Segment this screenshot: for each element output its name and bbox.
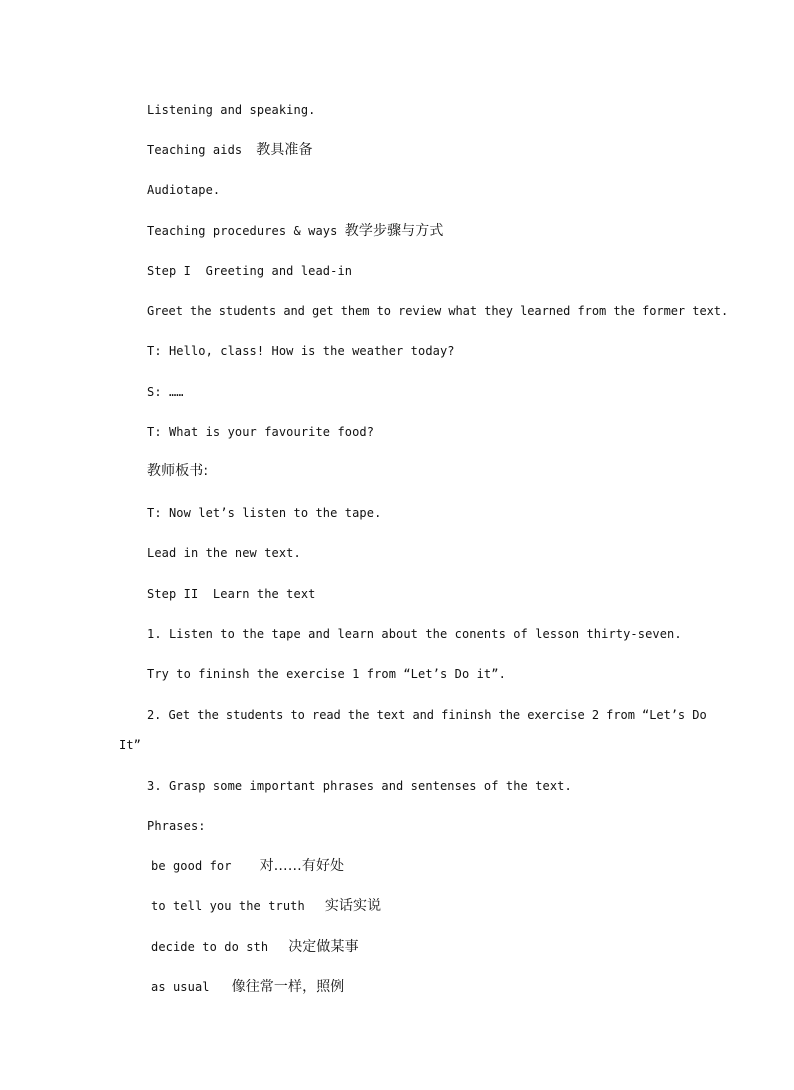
phrase-en: be good for bbox=[151, 859, 232, 873]
phrase-item bbox=[151, 939, 359, 955]
phrase-en: as usual bbox=[151, 980, 210, 994]
text-line-item-2: 2. Get the students to read the text and fininsh the exercise 2 from “Let’s Do bbox=[147, 708, 707, 722]
teaching-aids-en: Teaching aids bbox=[147, 143, 243, 157]
text-line-audiotape: Audiotape. bbox=[147, 183, 221, 197]
text-line-teaching-procedures bbox=[147, 223, 443, 239]
text-line-item-3: 3. Grasp some important phrases and sentenses of the text. bbox=[147, 779, 572, 793]
text-line-phrases-heading: Phrases: bbox=[147, 819, 206, 833]
teaching-procedures-cn: 教学步骤与方式 bbox=[344, 223, 444, 239]
text-line-step-2: Step II Learn the text bbox=[147, 587, 316, 601]
phrase-cn: 决定做某事 bbox=[288, 939, 359, 955]
text-line-listening: Listening and speaking. bbox=[147, 103, 316, 117]
text-line-lead-in: Lead in the new text. bbox=[147, 546, 301, 560]
text-line-item-2-cont: It” bbox=[119, 738, 141, 752]
phrase-cn: 实话实说 bbox=[324, 898, 382, 914]
phrase-item bbox=[151, 858, 344, 874]
phrase-cn: 对……有好处 bbox=[259, 858, 345, 874]
text-line-step-1: Step I Greeting and lead-in bbox=[147, 264, 353, 278]
phrase-en: decide to do sth bbox=[151, 940, 269, 954]
phrase-item bbox=[151, 898, 381, 914]
phrase-en: to tell you the truth bbox=[151, 899, 305, 913]
phrase-item bbox=[151, 979, 344, 995]
text-line-student-reply: S: …… bbox=[147, 385, 184, 399]
text-line-listen-tape: T: Now let’s listen to the tape. bbox=[147, 506, 382, 520]
text-line-hello: T: Hello, class! How is the weather today? bbox=[147, 344, 455, 358]
text-line-greet: Greet the students and get them to review what they learned from the former text. bbox=[147, 304, 729, 318]
text-line-teaching-aids bbox=[147, 142, 313, 158]
text-line-exercise-1: Try to fininsh the exercise 1 from “Let’s Do it”. bbox=[147, 667, 506, 681]
phrase-cn: 像往常一样，照例 bbox=[231, 979, 345, 995]
teaching-procedures-en: Teaching procedures & ways bbox=[147, 224, 338, 238]
teaching-aids-cn: 教具准备 bbox=[256, 142, 313, 158]
text-line-favourite-food: T: What is your favourite food? bbox=[147, 425, 375, 439]
text-line-item-1: 1. Listen to the tape and learn about the conents of lesson thirty-seven. bbox=[147, 627, 682, 641]
text-line-blackboard: 教师板书: bbox=[147, 463, 209, 479]
